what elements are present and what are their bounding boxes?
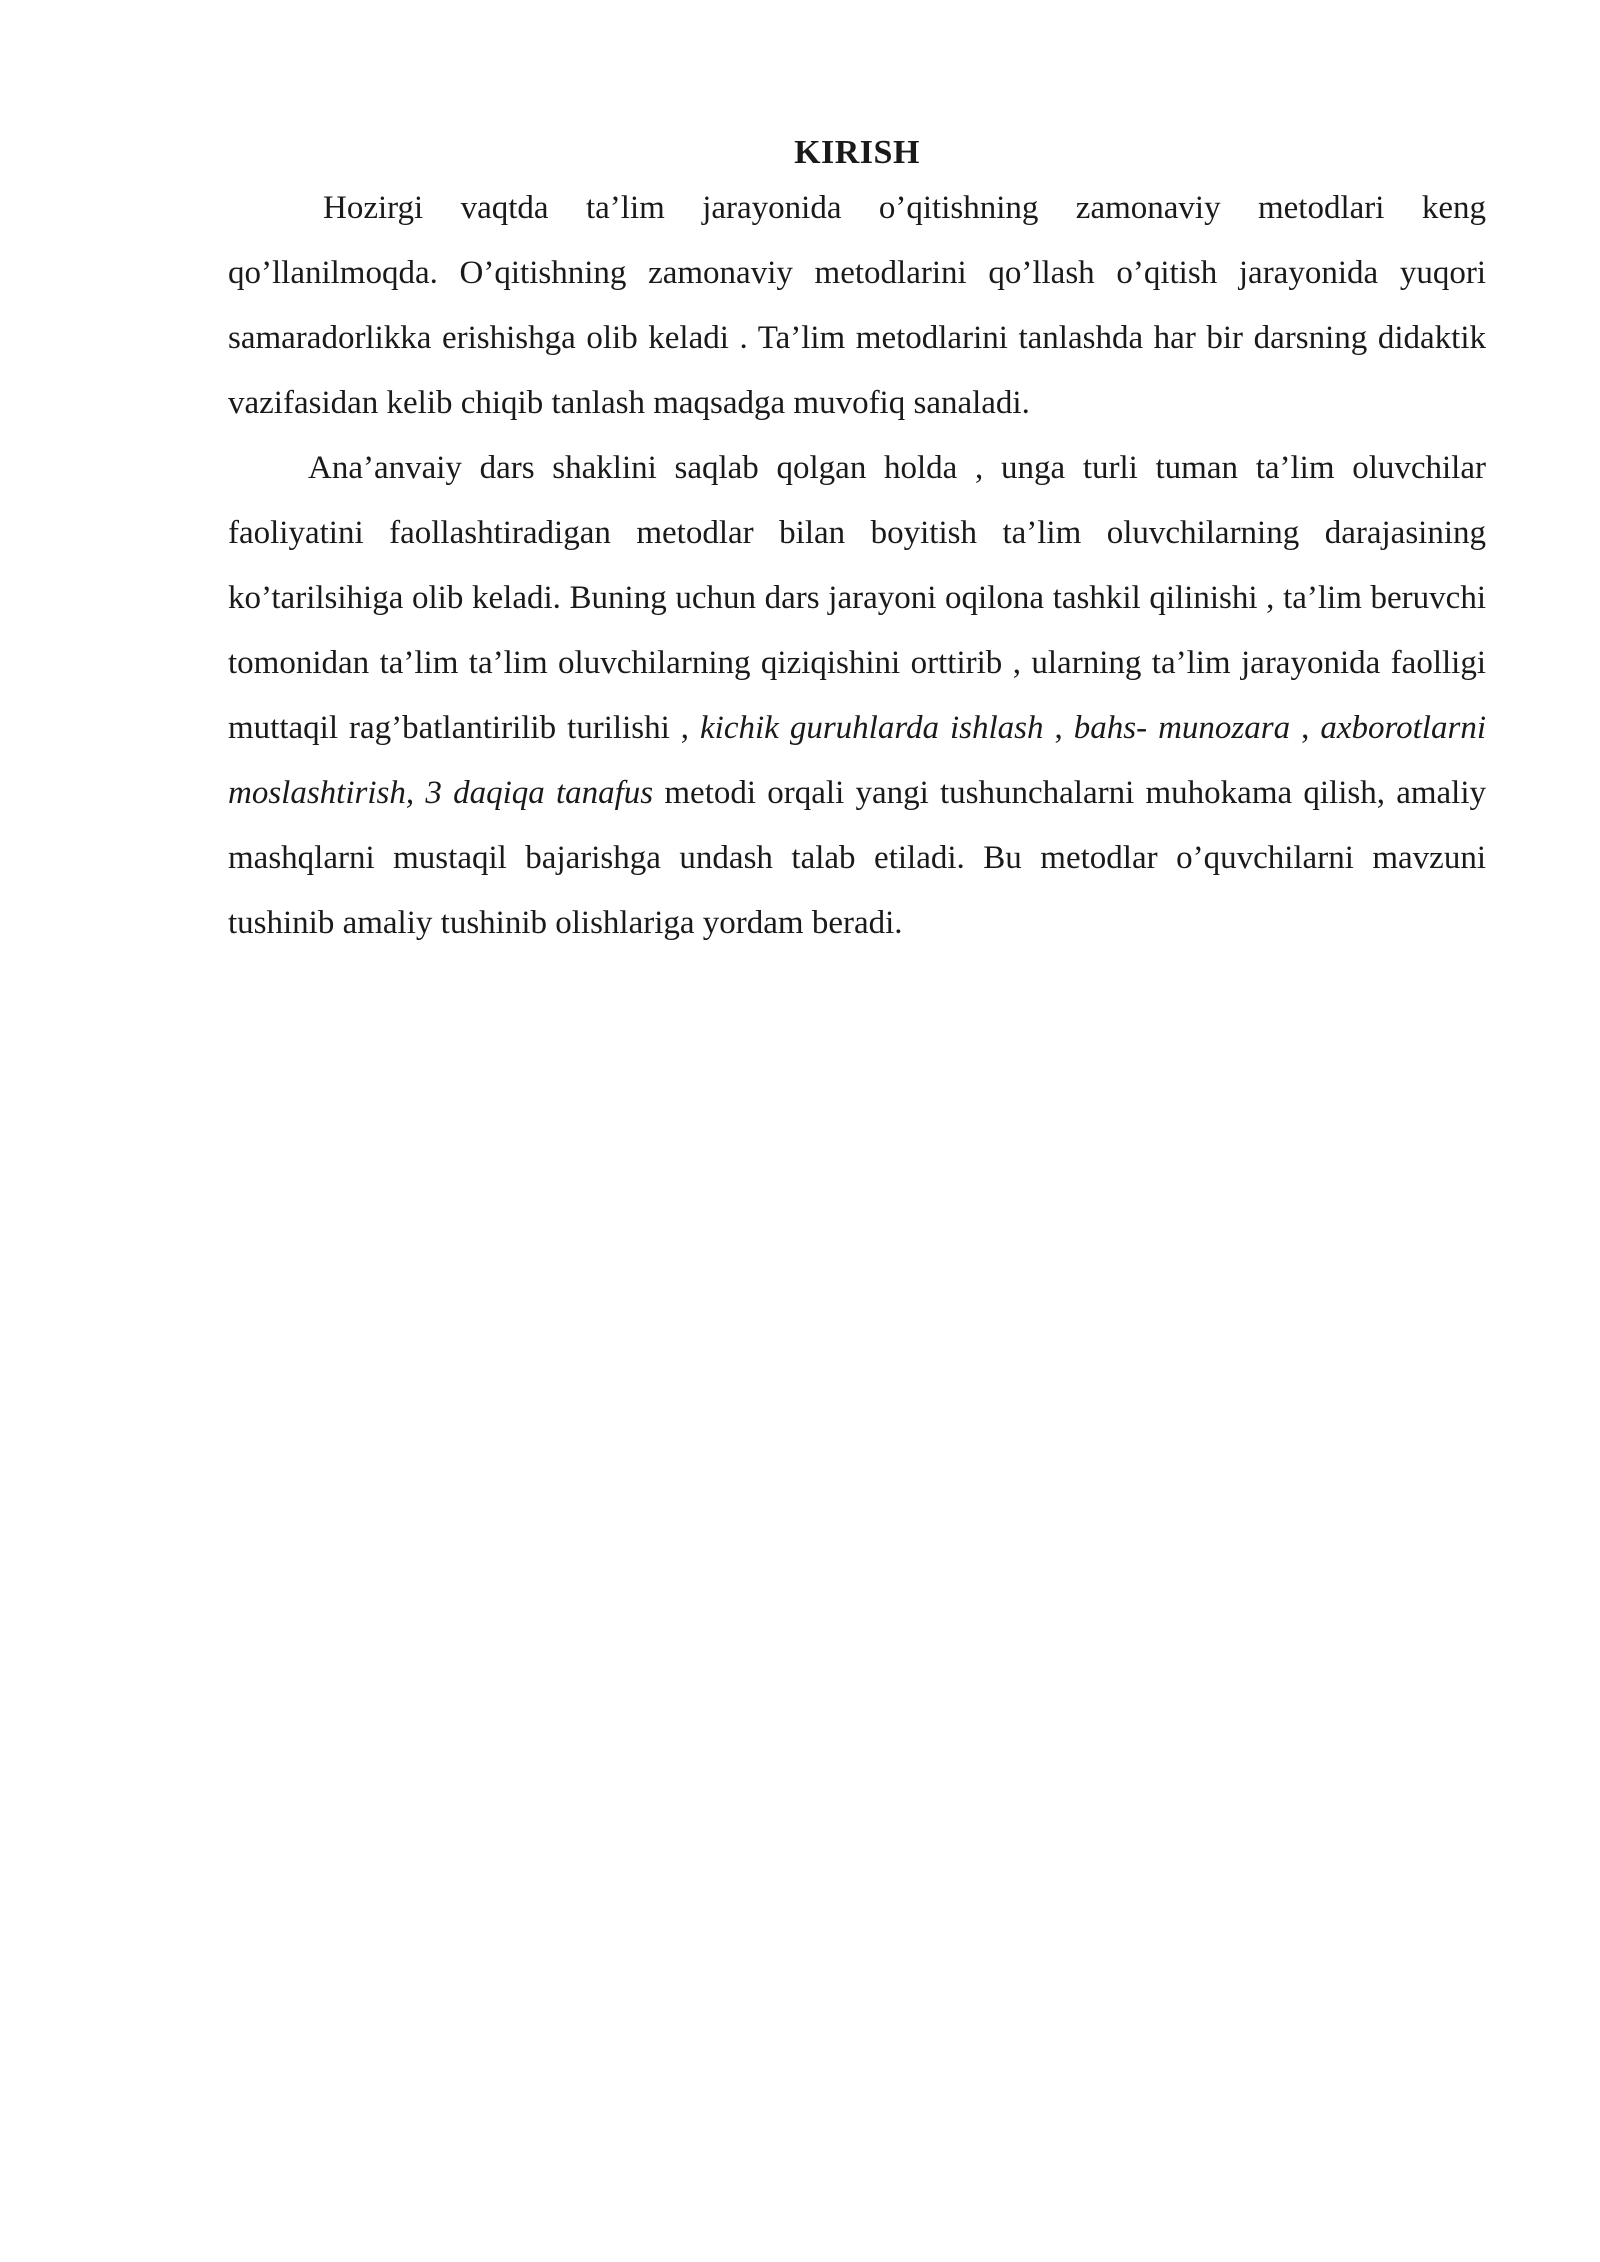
page-title: KIRISH bbox=[794, 134, 920, 171]
document-body bbox=[228, 130, 1486, 956]
separator: , bbox=[1290, 710, 1321, 746]
italic-term-small-groups: kichik guruhlarda ishlash bbox=[700, 710, 1044, 746]
separator: , bbox=[1043, 710, 1074, 746]
paragraph-text: metodi orqali yangi tushunchalarni muhokama qilish, amaliy mashqlarni mustaqil bajarishga undash talab etiladi. Bu metodlar o’quvchilarni mavzuni tushinib amaliy tushinib olishlariga yordam beradi. bbox=[228, 775, 1486, 941]
paragraph-intro: Hozirgi vaqtda ta’lim jarayonida o’qitishning zamonaviy metodlari keng qo’llanilmoqda. O’qitishning zamonaviy metodlarini qo’llash o’qitish jarayonida yuqori samaradorlikka erishishga olib keladi . Ta’lim metodlarini tanlashda har bir darsning didaktik vazifasidan kelib chiqib tanlash maqsadga muvofiq sanaladi. bbox=[228, 190, 1486, 421]
paragraph-text: Ana’anvaiy dars shaklini saqlab qolgan holda , unga turli tuman ta’lim oluvchilar faoliyatini faollashtiradigan metodlar bilan boyitish ta’lim oluvchilarning darajasining ko’tarilsihiga olib keladi. Buning uchun dars jarayoni oqilona tashkil qilinishi , ta’lim beruvchi tomonidan ta’lim ta’lim oluvchilarning qiziqishini orttirib , ularning ta’lim jarayonida faolligi muttaqil rag’batlantirilib turilishi , bbox=[228, 450, 1486, 746]
italic-term-debate: bahs- munozara bbox=[1073, 710, 1291, 746]
italic-term-information-break: axborotlarni moslashtirish, 3 daqiqa tanafus bbox=[228, 710, 1486, 811]
paragraph-methods bbox=[228, 436, 1486, 956]
